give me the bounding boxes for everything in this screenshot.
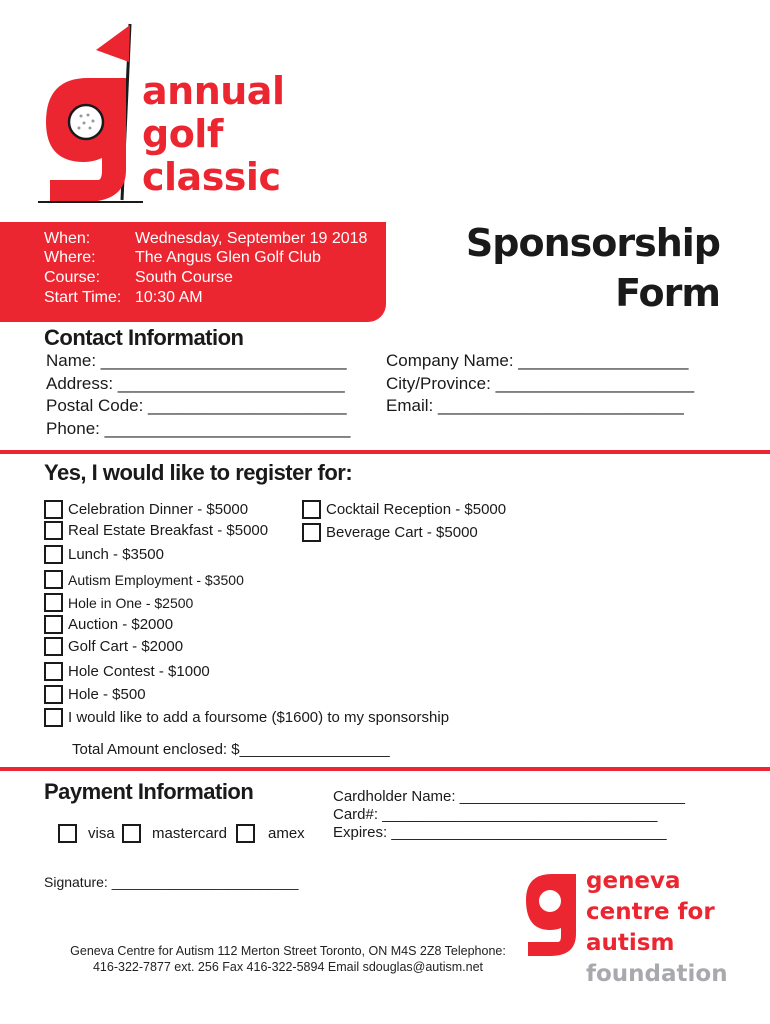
option-label: Celebration Dinner - $5000 — [68, 501, 249, 518]
payment-option-label: visa — [88, 825, 115, 842]
city-province-field[interactable]: City/Province: _____________________ — [386, 374, 695, 393]
option-label: Autism Employment - $3500 — [68, 571, 244, 588]
foundation-line-3: autism — [586, 930, 675, 956]
cardholder-name-field[interactable]: Cardholder Name: ___________________________ — [333, 788, 685, 805]
postal-code-field[interactable]: Postal Code: _____________________ — [46, 396, 347, 415]
when-value: Wednesday, September 19 2018 — [135, 230, 368, 247]
checkbox[interactable] — [122, 824, 141, 843]
option-label: Golf Cart - $2000 — [68, 638, 184, 655]
email-field[interactable]: Email: __________________________ — [386, 396, 684, 415]
golf-classic-logo — [38, 20, 143, 205]
checkbox[interactable] — [302, 523, 321, 542]
checkbox[interactable] — [44, 593, 63, 612]
where-label: Where: — [44, 249, 96, 266]
payment-heading: Payment Information — [44, 779, 254, 804]
foundation-line-1: geneva — [586, 868, 681, 894]
option-label: Hole - $500 — [68, 686, 146, 703]
divider-1 — [0, 450, 770, 454]
footer-address — [60, 943, 516, 975]
option-autism-employment[interactable] — [44, 570, 244, 589]
payment-option-label: amex — [268, 825, 305, 842]
option-label: Hole in One - $2500 — [68, 594, 194, 611]
logo-line-1: annual — [142, 69, 285, 113]
checkbox[interactable] — [44, 545, 63, 564]
register-heading: Yes, I would like to register for: — [44, 460, 353, 485]
option-cocktail-reception[interactable] — [302, 500, 506, 519]
geneva-foundation-logo — [522, 870, 580, 958]
start-time-value: 10:30 AM — [135, 289, 203, 306]
divider-2 — [0, 767, 770, 771]
option-label: Beverage Cart - $5000 — [326, 524, 478, 541]
payment-visa[interactable] — [58, 824, 115, 843]
foundation-line-4: foundation — [586, 961, 728, 987]
event-details-box — [0, 222, 386, 322]
signature-field[interactable]: Signature: ________________________ — [44, 874, 299, 890]
checkbox[interactable] — [44, 615, 63, 634]
checkbox[interactable] — [302, 500, 321, 519]
footer-line-2: 416-322-7877 ext. 256 Fax 416-322-5894 Email sdouglas@autism.net — [92, 960, 483, 974]
option-hole-in-one[interactable] — [44, 593, 193, 612]
foundation-line-2: centre for — [586, 899, 715, 925]
payment-mastercard[interactable] — [122, 824, 227, 843]
course-value: South Course — [135, 269, 233, 286]
where-value: The Angus Glen Golf Club — [135, 249, 321, 266]
checkbox[interactable] — [44, 570, 63, 589]
company-name-field[interactable]: Company Name: __________________ — [386, 351, 689, 370]
checkbox[interactable] — [44, 708, 63, 727]
option-label: Hole Contest - $1000 — [68, 663, 210, 680]
checkbox[interactable] — [236, 824, 255, 843]
footer-line-1: Geneva Centre for Autism 112 Merton Street Toronto, ON M4S 2Z8 Telephone: — [70, 944, 506, 958]
option-label: Lunch - $3500 — [68, 546, 164, 563]
payment-option-label: mastercard — [152, 825, 228, 842]
option-real-estate-breakfast[interactable] — [44, 521, 268, 540]
contact-heading: Contact Information — [44, 325, 244, 350]
page-title — [466, 218, 720, 318]
title-line-2: Form — [615, 271, 720, 315]
checkbox[interactable] — [44, 521, 63, 540]
card-number-field[interactable]: Card#: _________________________________ — [333, 806, 658, 823]
option-beverage-cart[interactable] — [302, 523, 478, 542]
payment-amex[interactable] — [236, 824, 305, 843]
start-time-label: Start Time: — [44, 289, 122, 306]
option-hole[interactable] — [44, 685, 146, 704]
checkbox[interactable] — [44, 685, 63, 704]
name-field[interactable]: Name: __________________________ — [46, 351, 347, 370]
expires-field[interactable]: Expires: _________________________________ — [333, 824, 667, 841]
title-line-1: Sponsorship — [465, 221, 720, 265]
foundation-text — [586, 866, 728, 990]
when-label: When: — [44, 230, 91, 247]
option-lunch[interactable] — [44, 545, 164, 564]
logo-text — [142, 70, 284, 199]
option-label: Cocktail Reception - $5000 — [326, 501, 507, 518]
option-golf-cart[interactable] — [44, 637, 183, 656]
option-auction[interactable] — [44, 615, 173, 634]
total-amount-field[interactable]: Total Amount enclosed: $__________________ — [72, 741, 390, 758]
checkbox[interactable] — [44, 662, 63, 681]
option-label: I would like to add a foursome ($1600) to my sponsorship — [68, 709, 450, 726]
checkbox[interactable] — [44, 637, 63, 656]
address-field[interactable]: Address: ________________________ — [46, 374, 345, 393]
phone-field[interactable]: Phone: __________________________ — [46, 419, 351, 438]
logo-line-2: golf — [142, 112, 223, 156]
option-foursome[interactable] — [44, 708, 449, 727]
option-hole-contest[interactable] — [44, 662, 210, 681]
checkbox[interactable] — [58, 824, 77, 843]
checkbox[interactable] — [44, 500, 63, 519]
option-label: Real Estate Breakfast - $5000 — [68, 522, 269, 539]
logo-line-3: classic — [142, 155, 281, 199]
course-label: Course: — [44, 269, 101, 286]
option-label: Auction - $2000 — [68, 616, 174, 633]
option-celebration-dinner[interactable] — [44, 500, 248, 519]
